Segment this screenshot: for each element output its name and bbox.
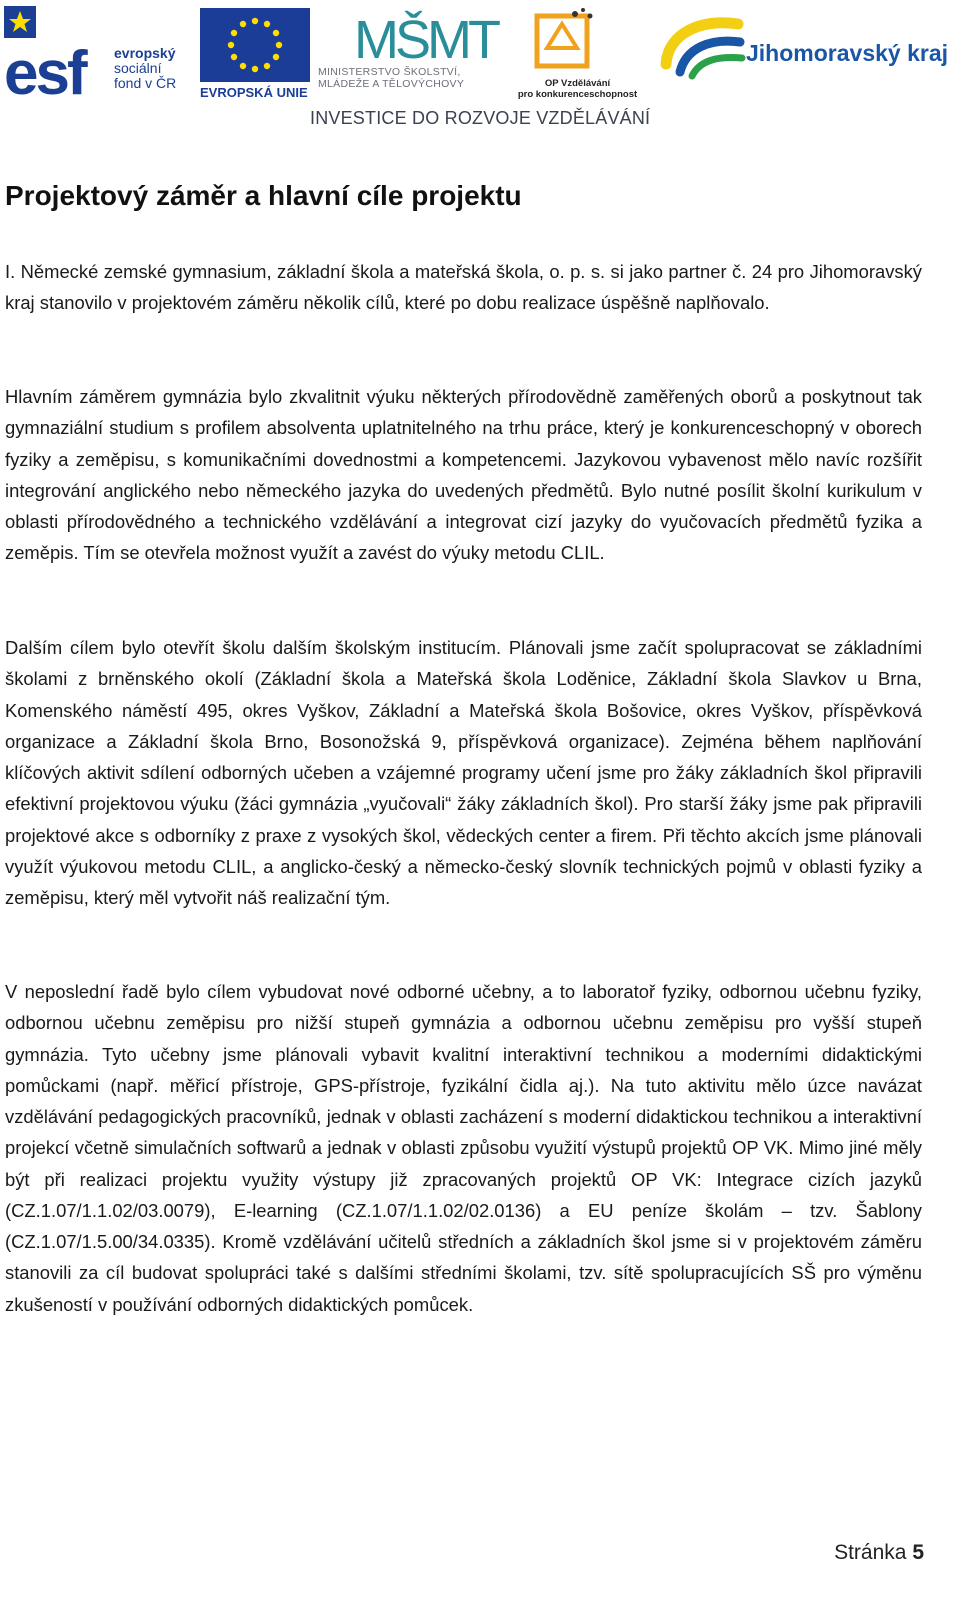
svg-text:esf: esf bbox=[4, 39, 85, 98]
eu-logo bbox=[200, 8, 310, 100]
esf-line-2: sociální bbox=[114, 60, 162, 76]
msmt-emblem-icon bbox=[318, 6, 513, 64]
opvk-line-1: OP Vzdělávání bbox=[544, 78, 611, 89]
page-footer bbox=[834, 1541, 924, 1565]
paragraph-cooperation: Dalším cílem bylo otevřít školu dalším školským institucím. Plánovali jsme začít spolupracovat se základními školami z brněnského okolí (Základní škola a Mateřská škola Loděnice, Základní škola Slavkov u Brna, Komenského náměstí 495, okres Vyškov, Základní a Mateřská škola Bošovice, okres Vyškov, příspěvková organizace a Základní škola Brno, Bosonožská 9, příspěvková organizace). Zejména během naplňování klíčových aktivit sdílení odborných učeben a vzájemné programy učení jsme pro žáky základních škol připravili efektivní projektovou výuku (žáci gymnázia „vyučovali“ žáky základních škol). Pro starší žáky jsme pak připravili projektové akce s odborníky z praxe z vysokých škol, vědeckých center a firem. Při těchto akcích jsme plánovali využít výukovou metodu CLIL, a anglicko-český a německo-český slovník technických pojmů v oblasti fyziky a zeměpisu, který měl vytvořit náš realizační tým. bbox=[5, 637, 922, 908]
eu-flag-icon bbox=[200, 8, 310, 82]
esf-line-1: evropský bbox=[114, 45, 176, 61]
svg-text:MŠMT: MŠMT bbox=[354, 10, 497, 64]
esf-line-3: fond v ČR bbox=[114, 75, 177, 91]
region-logo bbox=[660, 12, 960, 87]
msmt-logo bbox=[318, 6, 513, 102]
tagline: INVESTICE DO ROZVOJE VZDĚLÁVÁNÍ bbox=[310, 108, 651, 128]
page-label: Stránka bbox=[834, 1541, 907, 1564]
paragraph-main-goal: Hlavním záměrem gymnázia bylo zkvalitnit výuku některých přírodovědně zaměřených oborů a poskytnout tak gymnaziální studium s profilem absolventa uplatnitelného na trhu práce, který je konkurenceschopný v oborech fyziky a zeměpisu, s komunikačními dovednostmi a kompetencemi. Jazykovou vybavenost mělo navíc rozšířit integrování anglického nebo německého jazyka do uvedených předmětů. Bylo nutné posílit školní kurikulum v oblasti přírodovědného a technického vzdělávání a integrovat cizí jazyky do vyučovacích předmětů fyzika a zeměpis. Tím se otevřela možnost využít a zavést do výuky metodu CLIL. bbox=[5, 386, 922, 564]
msmt-line-1: MINISTERSTVO ŠKOLSTVÍ, bbox=[318, 66, 461, 78]
esf-logo bbox=[4, 6, 184, 98]
opvk-emblem-icon bbox=[515, 6, 640, 76]
opvk-line-2: pro konkurenceschopnost bbox=[517, 89, 638, 100]
region-emblem-icon bbox=[660, 12, 746, 82]
page-title: Projektový záměr a hlavní cíle projektu bbox=[5, 180, 522, 211]
paragraph-classrooms: V neposlední řadě bylo cílem vybudovat nové odborné učebny, a to laboratoř fyziky, odbornou učebnu fyziky, odbornou učebnu zeměpisu pro nižší stupeň gymnázia a odbornou učebnu zeměpisu pro vyšší stupeň gymnázia. Tyto učebny jsme plánovali vybavit kvalitní interaktivní technikou a moderními didaktickými pomůckami (např. měřicí přístroje, GPS-přístroje, fyzikální čidla aj.). Na tuto aktivitu mělo úzce navázat vzdělávání pedagogických pracovníků, jednak v oblasti zacházení s moderní didaktickou technikou a interaktivní projekcí včetně simulačních softwarů a jednak v oblasti způsobu využití výstupů projektů OP VK. Mimo jiné měly být při realizaci projektu využity výstupy již zpracovaných projektů OP VK: Integrace cizích jazyků (CZ.1.07/1.1.02/03.0079), E-learning (CZ.1.07/1.1.02/02.0136) a EU peníze školám – tzv. Šablony (CZ.1.07/1.5.00/34.0335). Kromě vzdělávání učitelů středních a základních škol jsme si v projektovém záměru stanovili za cíl budovat spolupráci také s dalšími středními školami, tzv. sítě spolupracujících SŠ pro výměnu zkušeností v používání odborných didaktických pomůcek. bbox=[5, 981, 922, 1315]
logo-header bbox=[0, 0, 960, 135]
esf-emblem-icon bbox=[4, 6, 114, 98]
opvk-logo bbox=[515, 6, 640, 102]
msmt-line-2: MLÁDEŽE A TĚLOVÝCHOVY bbox=[318, 78, 465, 90]
paragraph-intro: I. Německé zemské gymnasium, základní škola a mateřská škola, o. p. s. si jako partner č. 24 pro Jihomoravský kraj stanovilo v projektovém záměru několik cílů, které po dobu realizace úspěšně naplňovalo. bbox=[5, 261, 922, 314]
eu-label: EVROPSKÁ UNIE bbox=[200, 85, 308, 100]
region-label: Jihomoravský kraj bbox=[746, 40, 949, 66]
page-number: 5 bbox=[912, 1541, 924, 1564]
